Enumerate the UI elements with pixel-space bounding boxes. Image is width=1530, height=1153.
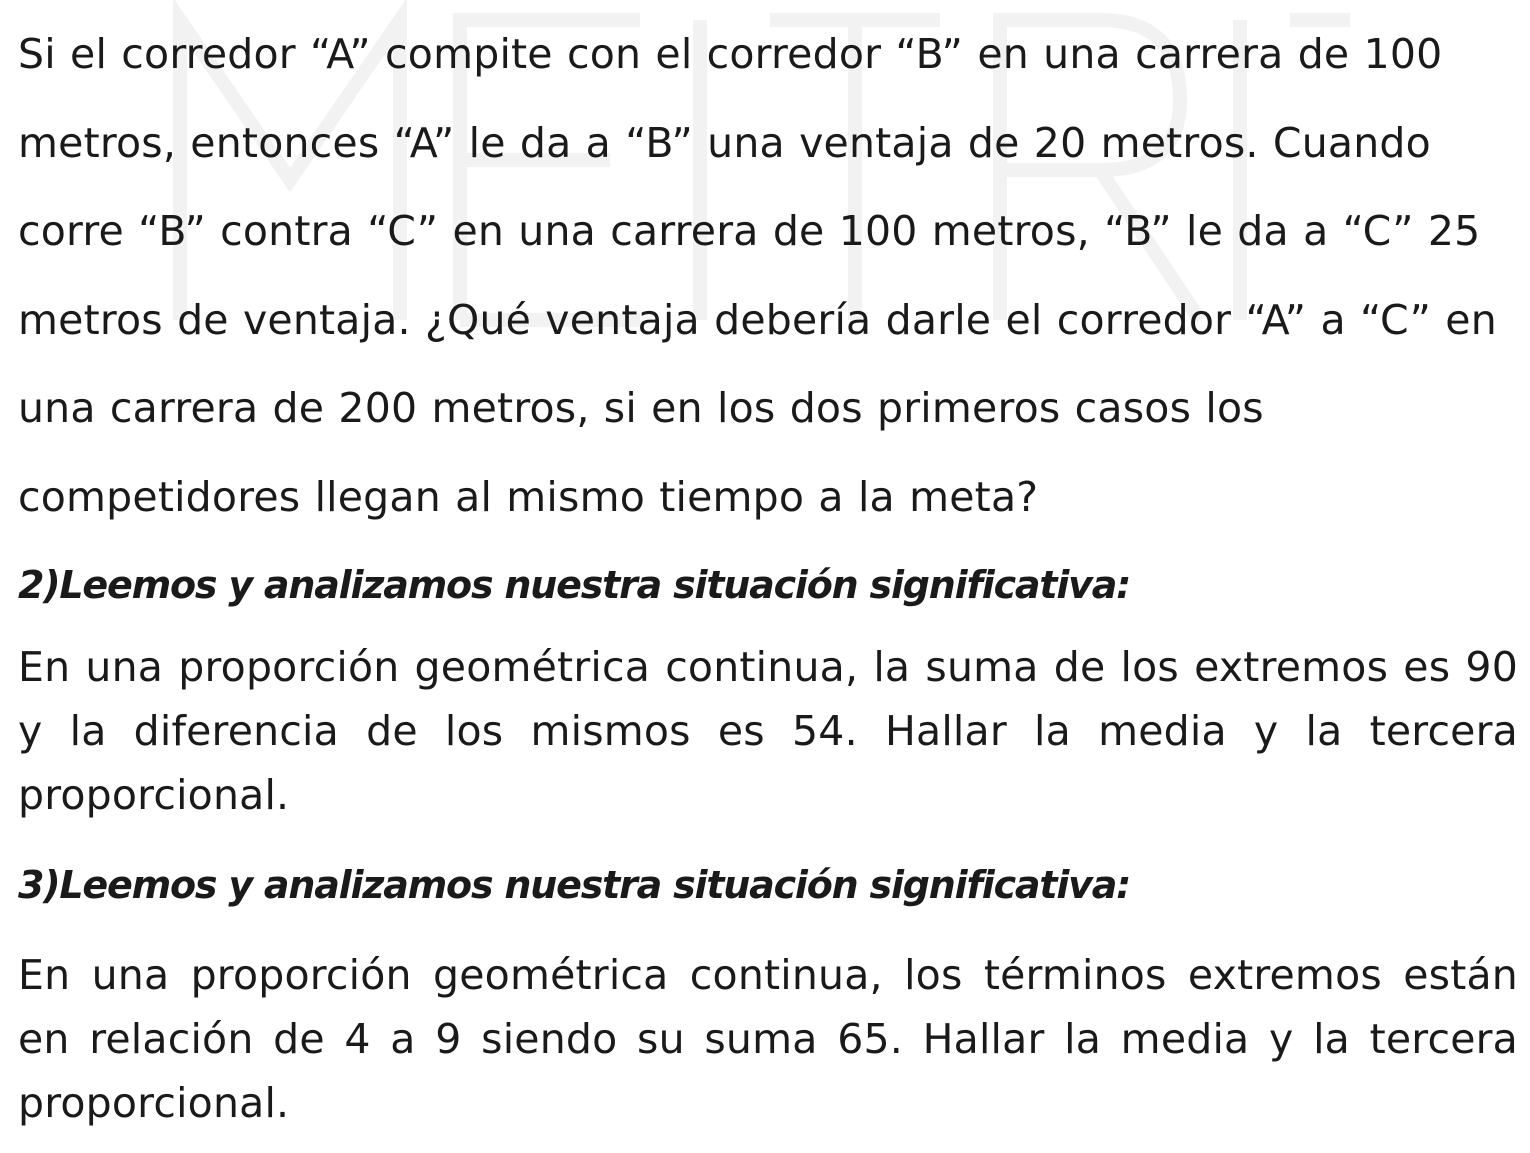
section-2-heading: 2)Leemos y analizamos nuestra situación significativa:: [18, 563, 1131, 607]
section-3-text: En una proporción geométrica continua, los términos extremos están en relación de 4 a 9 siendo su suma 65. Hallar la media y la tercera proporcional.: [18, 951, 1518, 1127]
section-2-text: En una proporción geométrica continua, la suma de los extremos es 90 y la diferencia de los mismos es 54. Hallar la media y la tercera proporcional.: [18, 643, 1518, 819]
problem-1-text: Si el corredor “A” compite con el corredor “B” en una carrera de 100 metros, entonces “A” le da a “B” una ventaja de 20 metros. Cuando corre “B” contra “C” en una carrera de 100 metros, “B” le da a “C” 25 metros de ventaja. ¿Qué ventaja debería darle el corredor “A” a “C” en una carrera de 200 metros, si en los dos primeros casos los competidores llegan al mismo tiempo a la meta?: [18, 30, 1497, 521]
document-content: [18, 0, 1518, 1135]
section-3-heading: 3)Leemos y analizamos nuestra situación significativa:: [18, 863, 1131, 907]
